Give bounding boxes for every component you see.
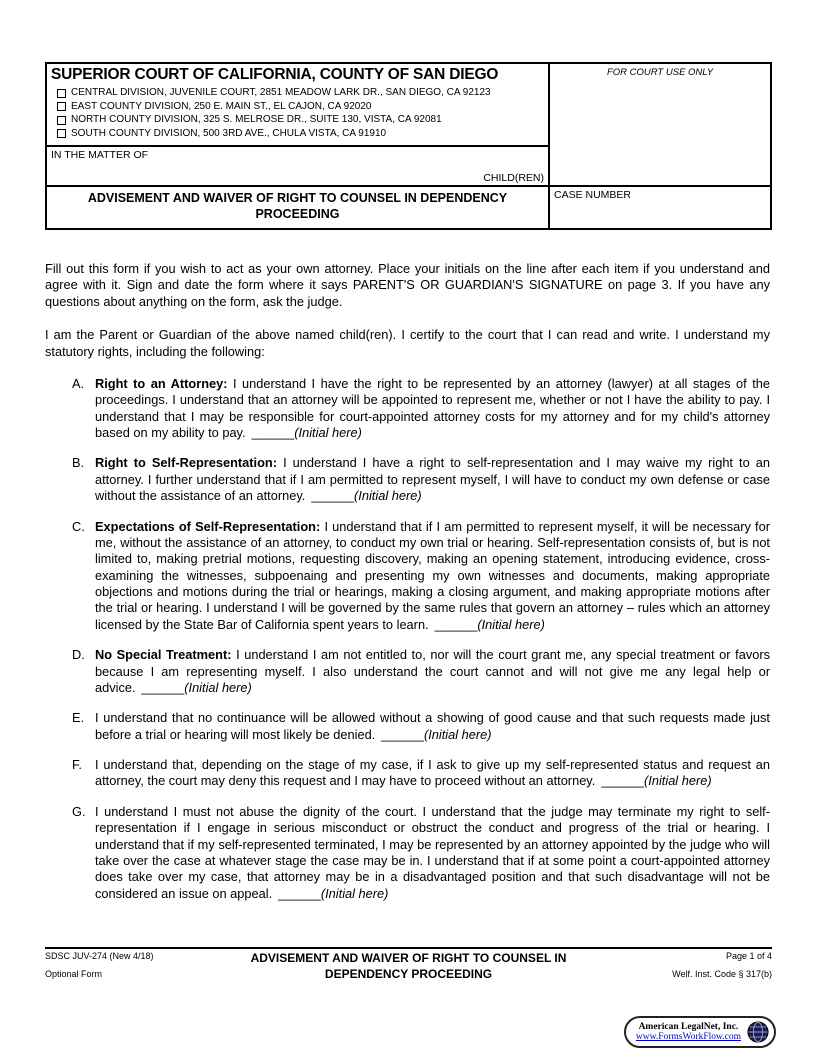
item-letter: E. — [72, 710, 85, 726]
advisement-item-f — [45, 757, 770, 790]
item-body — [95, 376, 770, 442]
east-division-checkbox[interactable] — [57, 102, 66, 111]
initials-blank-f[interactable]: ______ — [601, 773, 645, 789]
central-division-checkbox[interactable] — [57, 89, 66, 98]
item-letter: C. — [72, 518, 85, 534]
initial-here-label: (Initial here) — [354, 488, 422, 504]
division-option-central[interactable] — [57, 87, 544, 100]
form-title: ADVISEMENT AND WAIVER OF RIGHT TO COUNSEL IN DEPENDENCY PROCEEDING — [87, 191, 508, 222]
case-number-label: CASE NUMBER — [554, 189, 632, 201]
item-body — [95, 804, 770, 902]
initials-blank-b[interactable]: ______ — [311, 488, 355, 504]
form-header — [45, 62, 772, 230]
initials-blank-e[interactable]: ______ — [381, 726, 424, 742]
code-reference: Welf. Inst. Code § 317(b) — [672, 968, 772, 979]
advisement-item-c — [45, 519, 770, 634]
initial-here-label: (Initial here) — [184, 679, 252, 695]
legalnet-link[interactable]: www.FormsWorkFlow.com — [635, 1032, 741, 1042]
court-info-cell — [47, 64, 548, 145]
for-court-use-cell — [548, 64, 770, 185]
instructions-paragraph: Fill out this form if you wish to act as your own attorney. Place your initials on the line after each item if you understand and agree with it. Sign and date the form where it says PARENT'S OR GUARDIAN'S SIGNATURE on page 3. If you have any questions about anything on the form, ask the judge. — [45, 261, 770, 309]
footer-left — [45, 951, 215, 982]
item-text: I understand that no continuance will be allowed without a showing of good cause and that such requests made just before a trial or hearing will most likely be denied. — [95, 710, 770, 742]
legalnet-badge — [624, 1016, 776, 1048]
item-text: I understand that if I am permitted to represent myself, it will be necessary for me, without the assistance of an attorney, to conduct my own trial or hearing. Self-representation consists of, but is not limited to, making pretrial motions, requesting discovery, making an opening statement, introducing evidence, cross-examining the witnesses, subpoenaing and presenting my own witnesses and documents, making appropriate objections and motions during the trial or hearings, making a closing argument, and making appropriate motions after the trial or hearing. I understand I will be governed by the same rules that govern an attorney – rules which an attorney licensed by the State Bar of California spent years to learn. — [95, 518, 770, 632]
advisement-item-e — [45, 710, 770, 743]
children-label: CHILD(REN) — [483, 172, 544, 184]
initials-blank-d[interactable]: ______ — [141, 679, 185, 695]
item-letter: D. — [72, 647, 85, 663]
item-text: I understand I must not abuse the dignity of the court. I understand that the judge may terminate my right to self-representation if I engage in serious misconduct or obstruct the conduct and progress of the trial or hearing. I understand that if my self-represented terminated, I may be represented by an attorney appointed by the judge who will take over the case at whatever stage the case may be in. I understand that if at some point a court-appointed attorney does take over my case, that attorney may be in a disadvantaged position and that such disadvantage will not be considered an issue on appeal. — [95, 803, 770, 901]
matter-cell[interactable] — [47, 145, 548, 185]
initial-here-label: (Initial here) — [644, 773, 712, 789]
form-number: SDSC JUV-274 (New 4/18) — [45, 951, 154, 961]
initial-here-label: (Initial here) — [294, 425, 362, 440]
south-division-checkbox[interactable] — [57, 129, 66, 138]
initial-here-label: (Initial here) — [320, 885, 389, 901]
division-label: NORTH COUNTY DIVISION, 325 S. MELROSE DR., SUITE 130, VISTA, CA 92081 — [71, 114, 442, 125]
initial-here-label: (Initial here) — [423, 726, 492, 742]
item-text: I understand I have a right to self-representation and I may waive my right to an attorney. I further understand that if I am permitted to represent myself, I will have to conduct my own defense or case without the assistance of an attorney. — [95, 455, 770, 504]
case-number-cell[interactable] — [548, 185, 770, 228]
item-text: I understand I am not entitled to, nor will the court grant me, any special treatment or favors because I am representing myself. I also understand the court cannot and will not give me any legal help or advice. — [95, 647, 770, 695]
initial-here-label: (Initial here) — [477, 616, 545, 632]
division-label: SOUTH COUNTY DIVISION, 500 3RD AVE., CHULA VISTA, CA 91910 — [71, 127, 387, 139]
division-option-south[interactable] — [57, 128, 544, 141]
initials-blank-c[interactable]: ______ — [434, 616, 478, 632]
item-heading: No Special Treatment: — [95, 647, 232, 663]
globe-icon — [747, 1021, 769, 1043]
item-letter: F. — [72, 757, 82, 772]
advisement-item-d — [45, 647, 770, 696]
advisement-item-b — [45, 455, 770, 504]
court-title: SUPERIOR COURT OF CALIFORNIA, COUNTY OF SAN DIEGO — [51, 66, 499, 83]
item-letter: B. — [72, 455, 85, 471]
advisement-item-g — [45, 804, 770, 902]
footer-right — [602, 951, 772, 982]
matter-label: IN THE MATTER OF — [51, 149, 149, 161]
item-heading: Right to Self-Representation: — [95, 455, 278, 471]
division-option-east[interactable] — [57, 101, 544, 114]
item-body — [95, 455, 770, 504]
item-body — [95, 519, 770, 634]
item-body — [95, 710, 770, 743]
form-title-cell — [47, 185, 548, 228]
certification-paragraph: I am the Parent or Guardian of the above named child(ren). I certify to the court that I can read and write. I understand my statutory rights, including the following: — [45, 327, 770, 359]
initials-blank-g[interactable]: ______ — [278, 885, 321, 901]
form-footer — [45, 947, 772, 982]
legalnet-text — [636, 1022, 741, 1042]
item-heading: Right to an Attorney: — [95, 375, 228, 391]
item-body — [95, 647, 770, 696]
optional-form-label: Optional Form — [45, 968, 103, 979]
item-heading: Expectations of Self-Representation: — [95, 518, 321, 534]
item-body — [95, 757, 770, 790]
item-text: I understand that, depending on the stage of my case, if I ask to give up my self-represented status and request an attorney, the court may deny this request and I may have to proceed without an attorney. — [95, 757, 770, 789]
page-number: Page 1 of 4 — [725, 951, 772, 961]
division-option-north[interactable] — [57, 114, 544, 127]
initials-blank-a[interactable]: ______ — [251, 425, 295, 440]
north-division-checkbox[interactable] — [57, 116, 66, 125]
for-court-use-label: FOR COURT USE ONLY — [606, 67, 714, 78]
division-label: EAST COUNTY DIVISION, 250 E. MAIN ST., EL CAJON, CA 92020 — [71, 100, 372, 112]
form-body — [45, 261, 770, 916]
item-letter: A. — [72, 375, 85, 391]
division-label: CENTRAL DIVISION, JUVENILE COURT, 2851 MEADOW LARK DR., SAN DIEGO, CA 92123 — [71, 87, 491, 98]
item-letter: G. — [72, 803, 86, 819]
advisement-item-a — [45, 376, 770, 442]
footer-title: ADVISEMENT AND WAIVER OF RIGHT TO COUNSEL IN DEPENDENCY PROCEEDING — [250, 951, 567, 981]
legalnet-name: American LegalNet, Inc. — [638, 1022, 739, 1032]
item-text: I understand I have the right to be represented by an attorney (lawyer) at all stages of the proceedings. I understand that an attorney will be appointed to represent me, whether or not I have the ability to pay. I understand that I may be responsible for court-appointed attorney costs for my attorney and for my child's attorney based on my ability to pay. — [95, 375, 770, 440]
